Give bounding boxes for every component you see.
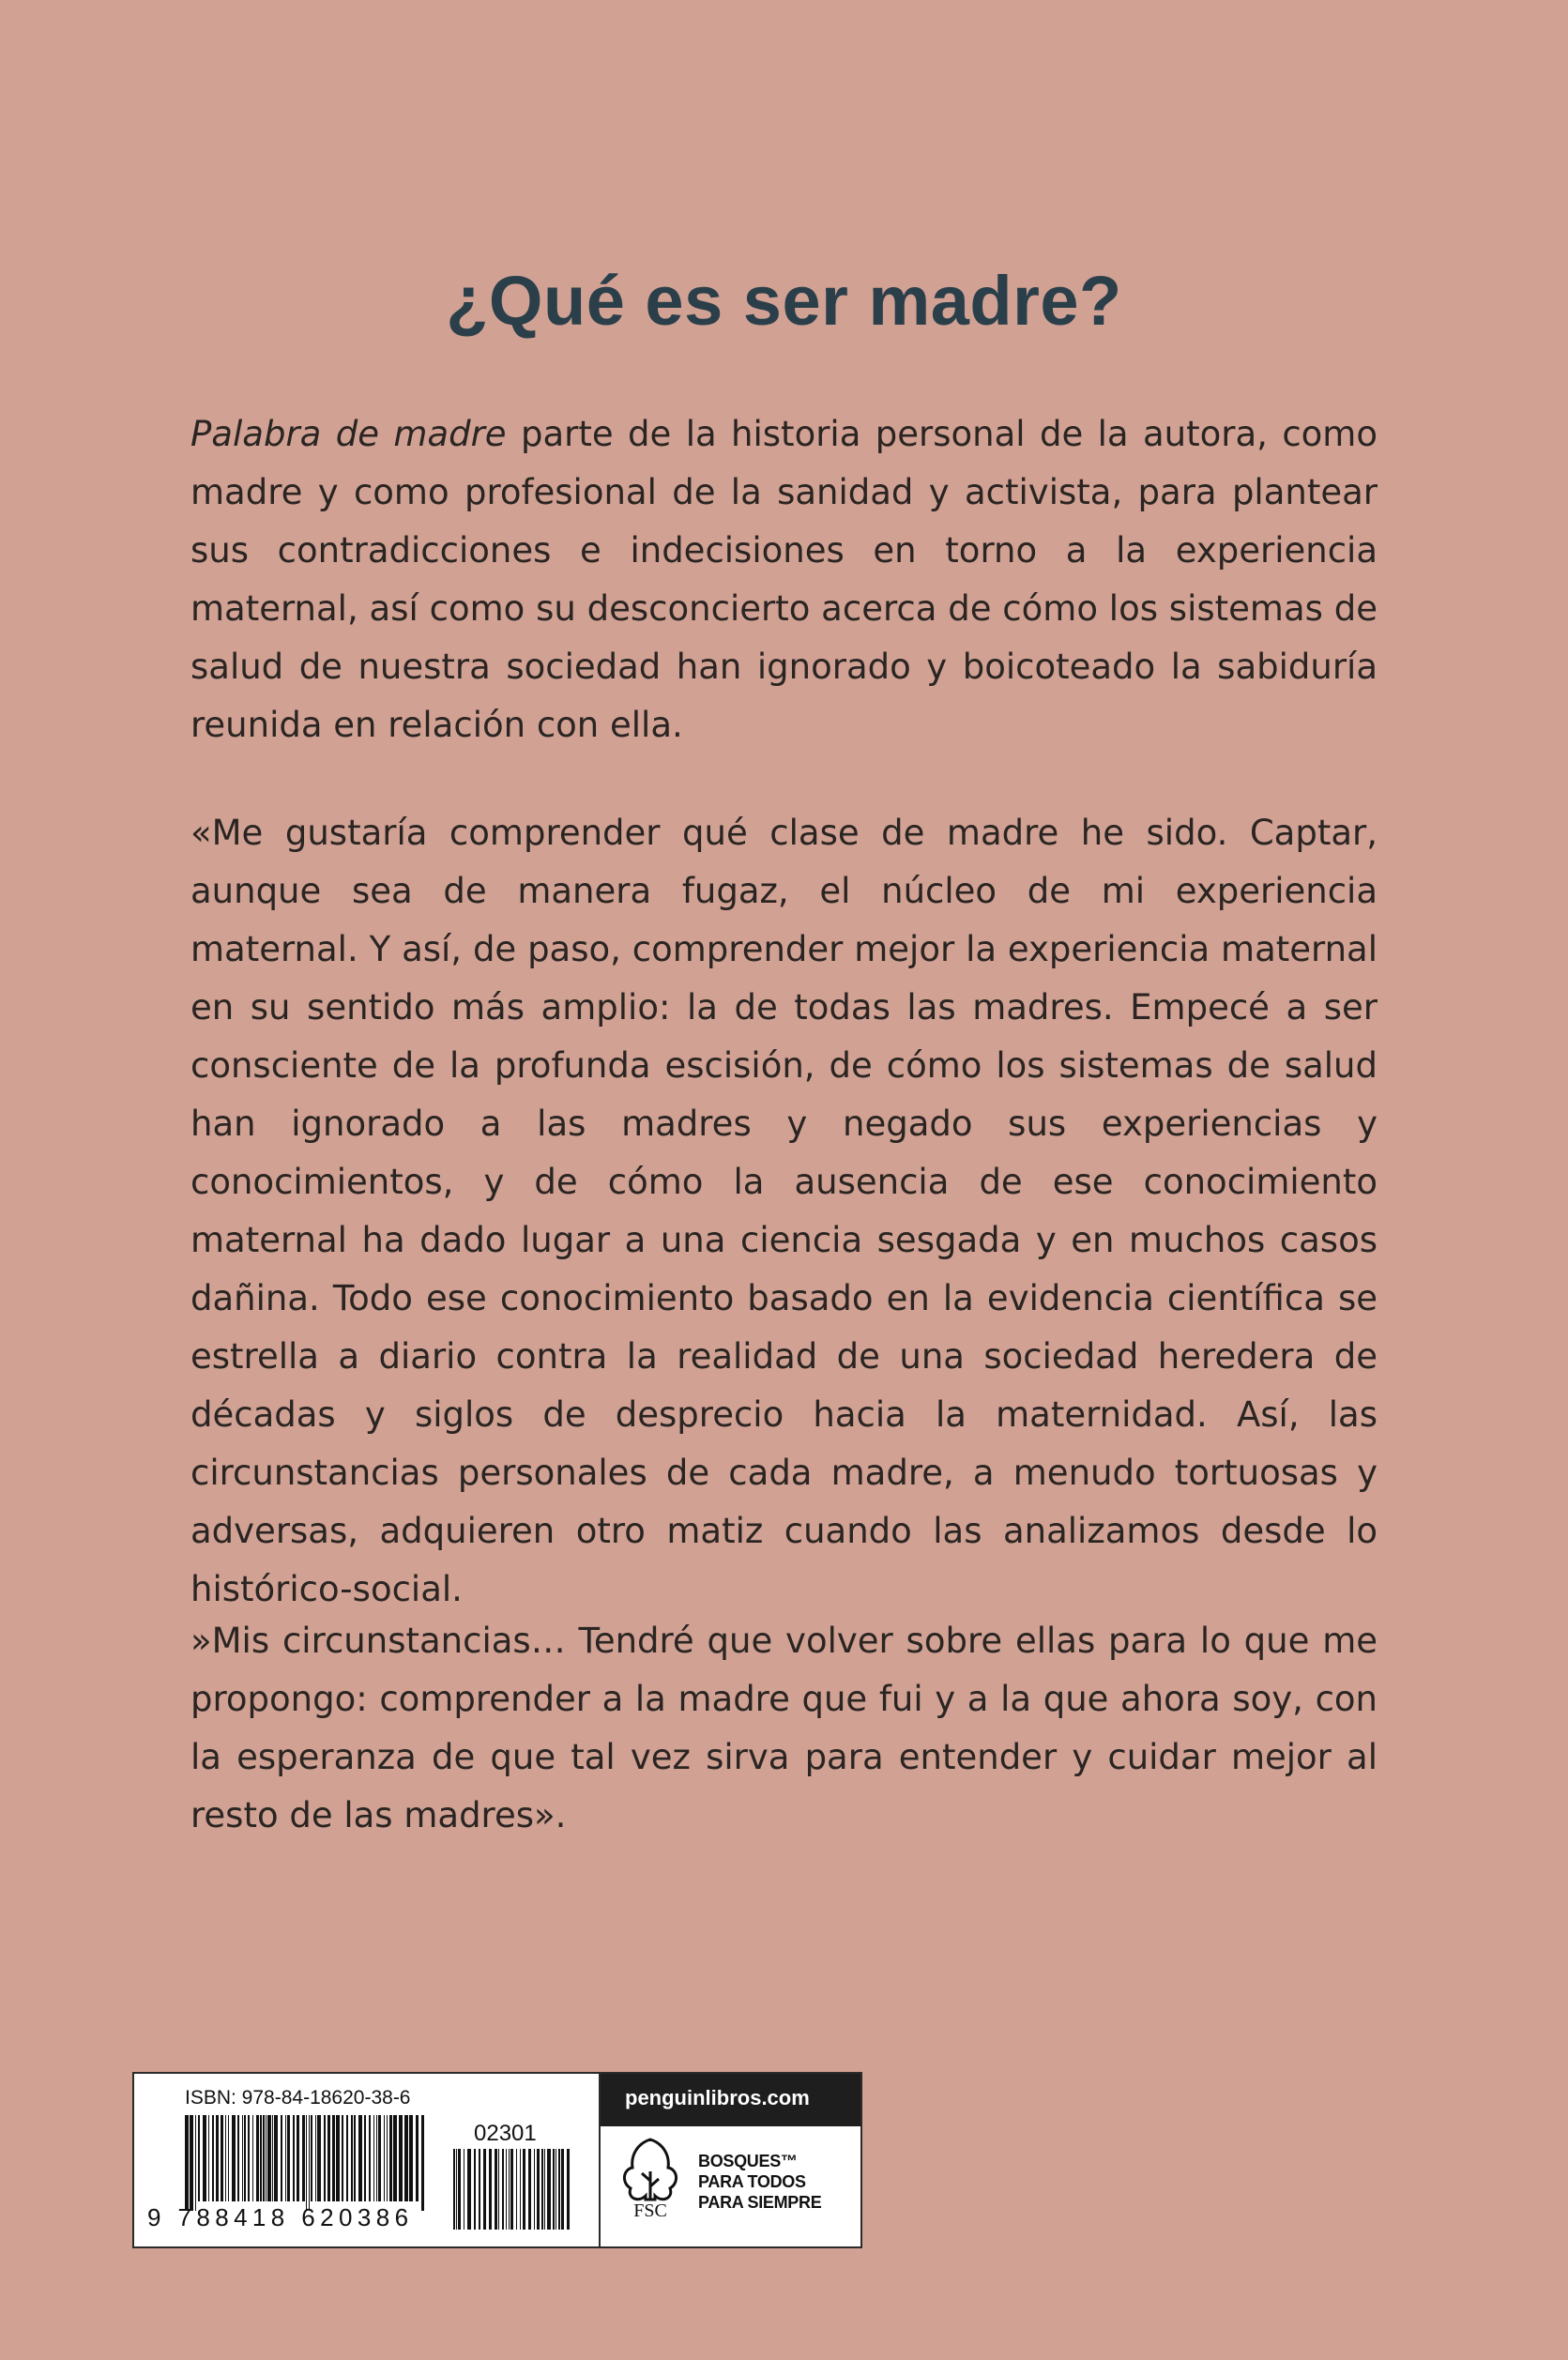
barcode-bar [389,2115,392,2201]
barcode-bar [558,2149,560,2230]
fsc-slogan-line-3: PARA SIEMPRE [698,2193,822,2212]
barcode-bar [274,2115,278,2201]
barcode-bar [287,2115,290,2201]
quote-paragraph-2: »Mis circunstancias… Tendré que volver sobre ellas para lo que me propongo: comprender a la madre que fui y a la que ahora soy, con la esperanza de que tal vez sirva para entender y cuidar mejor al resto de las madres». [190,1621,1378,1835]
barcode-bar [498,2149,499,2230]
barcode-bar [212,2115,214,2201]
barcode-bar [510,2149,513,2230]
barcode-bar [453,2149,455,2230]
barcode-bar [561,2149,564,2230]
barcode-bar [297,2115,299,2201]
publisher-website: penguinlibros.com [601,2074,860,2126]
barcode-bar [506,2149,507,2230]
barcode-bar [317,2115,321,2201]
barcode-bar [244,2115,246,2201]
fsc-tree-icon [617,2134,683,2220]
barcode-bar [232,2115,236,2201]
barcode-info-box [132,2072,862,2248]
barcode-bar [541,2149,543,2230]
barcode-bar [479,2149,480,2230]
barcode-bar [364,2115,366,2201]
barcode-bar [537,2149,540,2230]
barcode-bar [198,2115,200,2201]
barcode-bar [342,2115,343,2201]
barcode-bar [242,2115,243,2201]
barcode-bar [523,2149,525,2230]
publisher-area [599,2074,860,2246]
barcode-bar [358,2115,362,2201]
barcode-addon-icon [453,2149,573,2239]
barcode-bar [534,2149,535,2230]
barcode-area [134,2074,599,2246]
barcode-bar [272,2115,273,2201]
barcode-bar [544,2149,545,2230]
synopsis-text: parte de la historia personal de la autora, como madre y como profesional de la sanidad y activista, para plantear sus contradicciones e indecisiones en torno a la experiencia maternal, así como su desconcierto acerca de cómo los sistemas de salud de nuestra sociedad han ignorado y boicoteado la sabiduría reunida en relación con ella. [190,414,1378,745]
barcode-bar [315,2115,316,2201]
barcode-bar [421,2115,424,2211]
barcode-bar [285,2115,286,2201]
barcode-digits: 9 788418 620386 [147,2203,414,2231]
barcode-bar [252,2115,253,2201]
barcode-bar [293,2115,295,2201]
barcode-bar [332,2115,335,2201]
barcode-bar [393,2115,397,2201]
barcode-bar [378,2115,381,2201]
barcode-bar [384,2115,385,2201]
barcode-bar [263,2115,265,2201]
barcode-bar [324,2115,326,2201]
barcode-bar [237,2115,239,2201]
barcode-bar [547,2149,551,2230]
synopsis-paragraph [190,405,1378,754]
barcode-icon [185,2115,427,2211]
barcode-bar [351,2115,353,2201]
barcode-bar [489,2149,492,2230]
barcode-bar [502,2149,504,2230]
barcode-bar [302,2115,305,2201]
book-title-italic: Palabra de madre [190,414,507,454]
barcode-bar [327,2115,330,2201]
barcode-bar [387,2115,388,2201]
barcode-bar [409,2115,413,2201]
barcode-bar [456,2149,457,2230]
fsc-logo-text: FSC [633,2200,667,2220]
barcode-bar [483,2149,486,2230]
barcode-bar [225,2115,226,2201]
fsc-slogan-line-2: PARA TODOS [698,2172,806,2191]
barcode-bar [567,2149,570,2230]
barcode-bar [309,2115,310,2211]
barcode-addon-label: 02301 [474,2121,537,2146]
barcode-bar [267,2115,271,2201]
barcode-bar [260,2115,262,2201]
barcode-bar [553,2149,555,2230]
barcode-bar [195,2115,196,2211]
barcode-bar [404,2115,408,2201]
barcode-bar [373,2115,374,2201]
barcode-bar [208,2115,209,2201]
barcode-bar [528,2149,531,2230]
quote-paragraph-1: «Me gustaría comprender qué clase de madre he sido. Captar, aunque sea de manera fugaz, el núcleo de mi experiencia maternal. Y así, de paso, comprender mejor la experiencia maternal en su sentido más amplio: la de todas las madres. Empecé a ser consciente de la profunda escisión, de cómo los sistemas de salud han ignorado a las madres y negado sus experiencias y conocimientos, y de cómo la ausencia de ese conocimiento maternal ha dado lugar a una ciencia sesgada y en muchos casos dañina. Todo ese conocimiento basado en la evidencia científica se estrella a diario contra la realidad de una sociedad heredera de décadas y siglos de desprecio hacia la maternidad. Así, las circunstancias personales de cada madre, a menudo tortuosas y adversas, adquieren otro matiz cuando las analizamos desde lo histórico-social. [190,813,1378,1609]
barcode-bar [509,2149,510,2230]
barcode-bar [221,2115,223,2201]
barcode-bar [228,2115,229,2201]
barcode-bar [216,2115,219,2201]
barcode-bar [520,2149,521,2230]
barcode-bar [516,2149,517,2230]
barcode-bar [354,2115,356,2201]
fsc-slogan [698,2151,821,2213]
barcode-bar [306,2115,307,2211]
barcode-bar [416,2115,419,2201]
barcode-bar [346,2115,348,2201]
barcode-bar [467,2149,471,2230]
barcode-bar [203,2115,206,2201]
barcode-bar [399,2115,403,2201]
barcode-bar [248,2115,250,2201]
barcode-bar [281,2115,282,2201]
fsc-slogan-line-1: BOSQUES™ [698,2152,798,2170]
barcode-bar [474,2149,476,2230]
barcode-bar [256,2115,259,2201]
fsc-certification [601,2126,860,2246]
barcode-bar [376,2115,377,2201]
barcode-bar [185,2115,189,2211]
barcode-bar [311,2115,312,2201]
barcode-bar [336,2115,340,2201]
isbn-label: ISBN: 978-84-18620-38-6 [185,2087,411,2109]
barcode-bar [369,2115,371,2201]
page-title: ¿Qué es ser madre? [446,262,1122,340]
barcode-bar [495,2149,497,2230]
barcode-bar [190,2115,193,2211]
barcode-bar [458,2149,461,2230]
